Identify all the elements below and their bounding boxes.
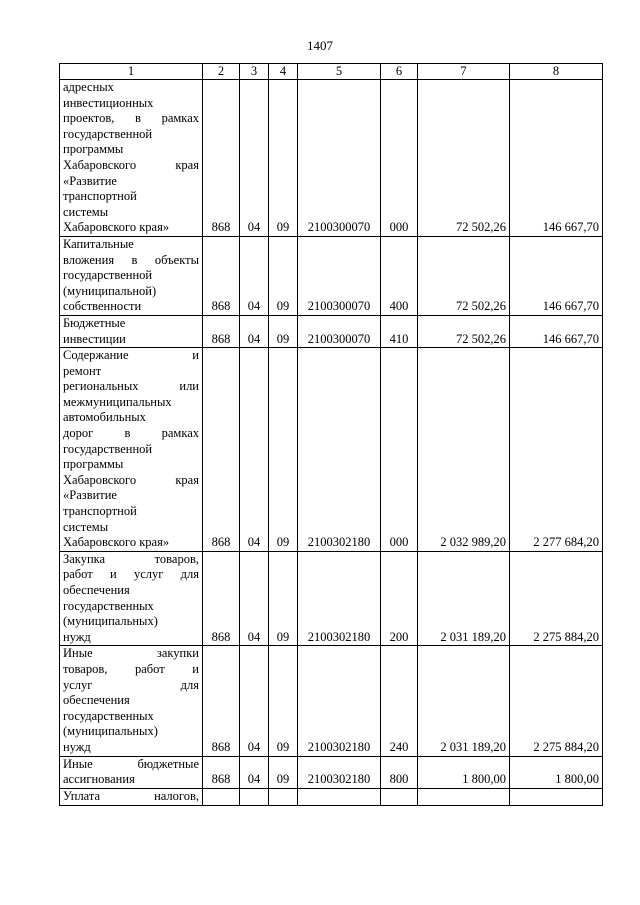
expense-type-code: 000 <box>381 348 418 552</box>
table-row <box>60 236 603 315</box>
target-article-code <box>298 788 381 805</box>
amount-year-1: 2 031 189,20 <box>418 551 510 646</box>
description-line: Закупка товаров, <box>63 551 199 566</box>
section-code: 04 <box>240 646 269 756</box>
administrator-code: 868 <box>203 80 240 237</box>
description-line: государственной <box>63 126 153 141</box>
row-description <box>60 788 203 805</box>
table-row <box>60 788 603 805</box>
description-line: Хабаровского края» <box>63 535 170 550</box>
row-description <box>60 236 203 315</box>
description-line: проектов, в рамках <box>63 111 199 126</box>
expense-type-code: 200 <box>381 551 418 646</box>
subsection-code <box>269 788 298 805</box>
description-line: инвестиционных <box>63 95 154 110</box>
description-line: Уплата налогов, <box>63 789 199 804</box>
target-article-code: 2100300070 <box>298 236 381 315</box>
subsection-code: 09 <box>269 315 298 347</box>
description-line: вложения в объекты <box>63 252 199 267</box>
column-header: 8 <box>510 64 603 80</box>
subsection-code: 09 <box>269 236 298 315</box>
column-header: 1 <box>60 64 203 80</box>
amount-year-2: 2 275 884,20 <box>510 551 603 646</box>
column-header: 2 <box>203 64 240 80</box>
description-line: программы <box>63 457 124 472</box>
table-row <box>60 646 603 756</box>
subsection-code: 09 <box>269 756 298 788</box>
expense-type-code <box>381 788 418 805</box>
description-line: товаров, работ и <box>63 661 199 676</box>
amount-year-2: 2 277 684,20 <box>510 348 603 552</box>
amount-year-1: 2 031 189,20 <box>418 646 510 756</box>
row-description <box>60 756 203 788</box>
column-header: 6 <box>381 64 418 80</box>
description-line: услуг для <box>63 677 199 692</box>
table-row <box>60 348 603 552</box>
description-line: ремонт <box>63 363 102 378</box>
expense-type-code: 800 <box>381 756 418 788</box>
description-line: работ и услуг для <box>63 567 199 582</box>
description-line: обеспечения <box>63 693 130 708</box>
header-row <box>60 64 603 80</box>
description-line: Содержание и <box>63 348 199 363</box>
administrator-code: 868 <box>203 646 240 756</box>
description-line: «Развитие <box>63 173 117 188</box>
expense-type-code: 400 <box>381 236 418 315</box>
amount-year-2: 146 667,70 <box>510 80 603 237</box>
column-header: 4 <box>269 64 298 80</box>
target-article-code: 2100302180 <box>298 756 381 788</box>
section-code: 04 <box>240 80 269 237</box>
row-description <box>60 315 203 347</box>
administrator-code: 868 <box>203 756 240 788</box>
row-description <box>60 80 203 237</box>
section-code: 04 <box>240 348 269 552</box>
description-line: собственности <box>63 299 142 314</box>
description-line: адресных <box>63 80 114 94</box>
administrator-code: 868 <box>203 315 240 347</box>
table-body <box>60 80 603 806</box>
amount-year-2: 2 275 884,20 <box>510 646 603 756</box>
description-line: государственных <box>63 708 154 723</box>
section-code: 04 <box>240 756 269 788</box>
description-line: региональных или <box>63 379 199 394</box>
description-line: транспортной <box>63 504 137 519</box>
description-line: системы <box>63 519 109 534</box>
description-line: нужд <box>63 739 91 754</box>
description-line: Хабаровского края» <box>63 220 170 235</box>
subsection-code: 09 <box>269 551 298 646</box>
amount-year-1 <box>418 788 510 805</box>
amount-year-2 <box>510 788 603 805</box>
administrator-code: 868 <box>203 236 240 315</box>
amount-year-1: 2 032 989,20 <box>418 348 510 552</box>
description-line: (муниципальных) <box>63 614 158 629</box>
description-line: межмуниципальных <box>63 394 172 409</box>
amount-year-2: 1 800,00 <box>510 756 603 788</box>
description-line: Капитальные <box>63 236 134 251</box>
section-code <box>240 788 269 805</box>
amount-year-1: 72 502,26 <box>418 315 510 347</box>
amount-year-2: 146 667,70 <box>510 236 603 315</box>
target-article-code: 2100302180 <box>298 348 381 552</box>
expense-type-code: 410 <box>381 315 418 347</box>
description-line: ассигнования <box>63 772 135 787</box>
target-article-code: 2100300070 <box>298 315 381 347</box>
column-header: 7 <box>418 64 510 80</box>
description-line: государственной <box>63 441 153 456</box>
amount-year-1: 72 502,26 <box>418 80 510 237</box>
description-line: инвестиции <box>63 331 126 346</box>
target-article-code: 2100302180 <box>298 551 381 646</box>
section-code: 04 <box>240 315 269 347</box>
table-row <box>60 756 603 788</box>
subsection-code: 09 <box>269 348 298 552</box>
table-row <box>60 551 603 646</box>
budget-table <box>59 63 603 806</box>
section-code: 04 <box>240 551 269 646</box>
row-description <box>60 646 203 756</box>
row-description <box>60 551 203 646</box>
description-line: государственной <box>63 268 153 283</box>
description-line: Хабаровского края <box>63 472 199 487</box>
amount-year-1: 1 800,00 <box>418 756 510 788</box>
description-line: обеспечения <box>63 583 130 597</box>
expense-type-code: 000 <box>381 80 418 237</box>
column-header: 5 <box>298 64 381 80</box>
table-row <box>60 80 603 237</box>
administrator-code: 868 <box>203 551 240 646</box>
description-line: Иные бюджетные <box>63 756 199 771</box>
description-line: «Развитие <box>63 488 117 503</box>
column-header: 3 <box>240 64 269 80</box>
row-description <box>60 348 203 552</box>
administrator-code: 868 <box>203 348 240 552</box>
page-number: 1407 <box>307 38 333 53</box>
amount-year-1: 72 502,26 <box>418 236 510 315</box>
subsection-code: 09 <box>269 80 298 237</box>
target-article-code: 2100300070 <box>298 80 381 237</box>
amount-year-2: 146 667,70 <box>510 315 603 347</box>
description-line: Иные закупки <box>63 646 199 661</box>
description-line: государственных <box>63 598 154 613</box>
description-line: программы <box>63 142 124 157</box>
administrator-code <box>203 788 240 805</box>
section-code: 04 <box>240 236 269 315</box>
description-line: системы <box>63 204 109 219</box>
subsection-code: 09 <box>269 646 298 756</box>
description-line: дорог в рамках <box>63 426 199 441</box>
description-line: Бюджетные <box>63 315 126 330</box>
description-line: нужд <box>63 629 91 644</box>
description-line: (муниципальных) <box>63 724 158 739</box>
description-line: (муниципальной) <box>63 283 157 298</box>
expense-type-code: 240 <box>381 646 418 756</box>
description-line: автомобильных <box>63 410 146 425</box>
description-line: транспортной <box>63 189 137 204</box>
description-line: Хабаровского края <box>63 157 199 172</box>
target-article-code: 2100302180 <box>298 646 381 756</box>
table-row <box>60 315 603 347</box>
